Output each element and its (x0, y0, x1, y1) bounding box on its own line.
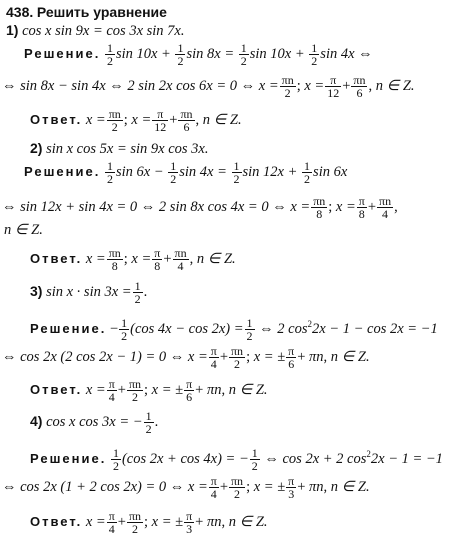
problem-3-answer: Ответ. x = $\frac{\pi}{4}$ + $\frac{\pi n}{2}$ ; x = ± $\frac{\pi}{6}$ + πn, n ∈ Z. (30, 377, 268, 404)
problem-1-statement: 1) cos x sin 9x = cos 3x sin 7x. (6, 22, 185, 39)
problem-4-statement: 4) cos x cos 3x = − $\frac{1}{2}$ . (30, 409, 159, 436)
problem-1-solution-line: Решение. $\frac{1}{2}$ sin 10x + $\frac{1}{2}$ sin 8x = $\frac{1}{2}$ sin 10x + $\frac{1}{2}$ sin 4x ⇔ (24, 41, 373, 68)
problem-2-answer: Ответ. x = $\frac{\pi n}{8}$ ; x = $\frac{\pi}{8}$ + $\frac{\pi n}{4}$ , n ∈ Z. (30, 246, 236, 273)
problem-1-derivation: ⇔ sin 8x − sin 4x ⇔ 2 sin 2x cos 6x = 0 ⇔ x = $\frac{\pi n}{2}$ ; x = $\frac{\pi}{12}$ + $\frac{\pi n}{6}$ , n ∈ Z. (2, 73, 415, 100)
exercise-number: 438. (6, 4, 34, 20)
problem-1-answer: Ответ. x = $\frac{\pi n}{2}$ ; x = $\frac{\pi}{12}$ + $\frac{\pi n}{6}$ , n ∈ Z. (30, 107, 242, 134)
problem-2-statement: 2) sin x cos 5x = sin 9x cos 3x. (30, 140, 209, 157)
problem-4-solution-line: Решение. $\frac{1}{2}$ (cos 2x + cos 4x) = − $\frac{1}{2}$ ⇔ cos 2x + 2 $\cos^22x - 1 = -1$ (30, 446, 443, 474)
problem-4-answer: Ответ. x = $\frac{\pi}{4}$ + $\frac{\pi n}{2}$ ; x = ± $\frac{\pi}{3}$ + πn, n ∈ Z. (30, 509, 268, 536)
exercise-title: Решить уравнение (36, 4, 167, 20)
problem-3-solution-line: Решение. − $\frac{1}{2}$ (cos 4x − cos 2x) = $\frac{1}{2}$ ⇔ 2 $\cos^22x - 1 - \cos 2x = -1$ (30, 316, 438, 344)
problem-2-derivation: ⇔ sin 12x + sin 4x = 0 ⇔ 2 sin 8x cos 4x = 0 ⇔ x = $\frac{\pi n}{8}$ ; x = $\frac{\pi}{8}$ + $\frac{\pi n}{4}$ , (2, 194, 398, 221)
problem-2-solution-line: Решение. $\frac{1}{2}$ sin 6x − $\frac{1}{2}$ sin 4x = $\frac{1}{2}$ sin 12x + $\frac{1}{2}$ sin 6x (24, 159, 348, 186)
problem-3-derivation: ⇔ cos 2x (2 cos 2x − 1) = 0 ⇔ x = $\frac{\pi}{4}$ + $\frac{\pi n}{2}$ ; x = ± $\frac{\pi}{6}$ + πn, n ∈ Z. (2, 344, 370, 371)
problem-4-derivation: ⇔ cos 2x (1 + 2 cos 2x) = 0 ⇔ x = $\frac{\pi}{4}$ + $\frac{\pi n}{2}$ ; x = ± $\frac{\pi}{3}$ + πn, n ∈ Z. (2, 474, 370, 501)
problem-2-domain: n ∈ Z. (4, 222, 43, 238)
problem-3-statement: 3) sin x · sin 3x = $\frac{1}{2}$ . (30, 279, 148, 306)
